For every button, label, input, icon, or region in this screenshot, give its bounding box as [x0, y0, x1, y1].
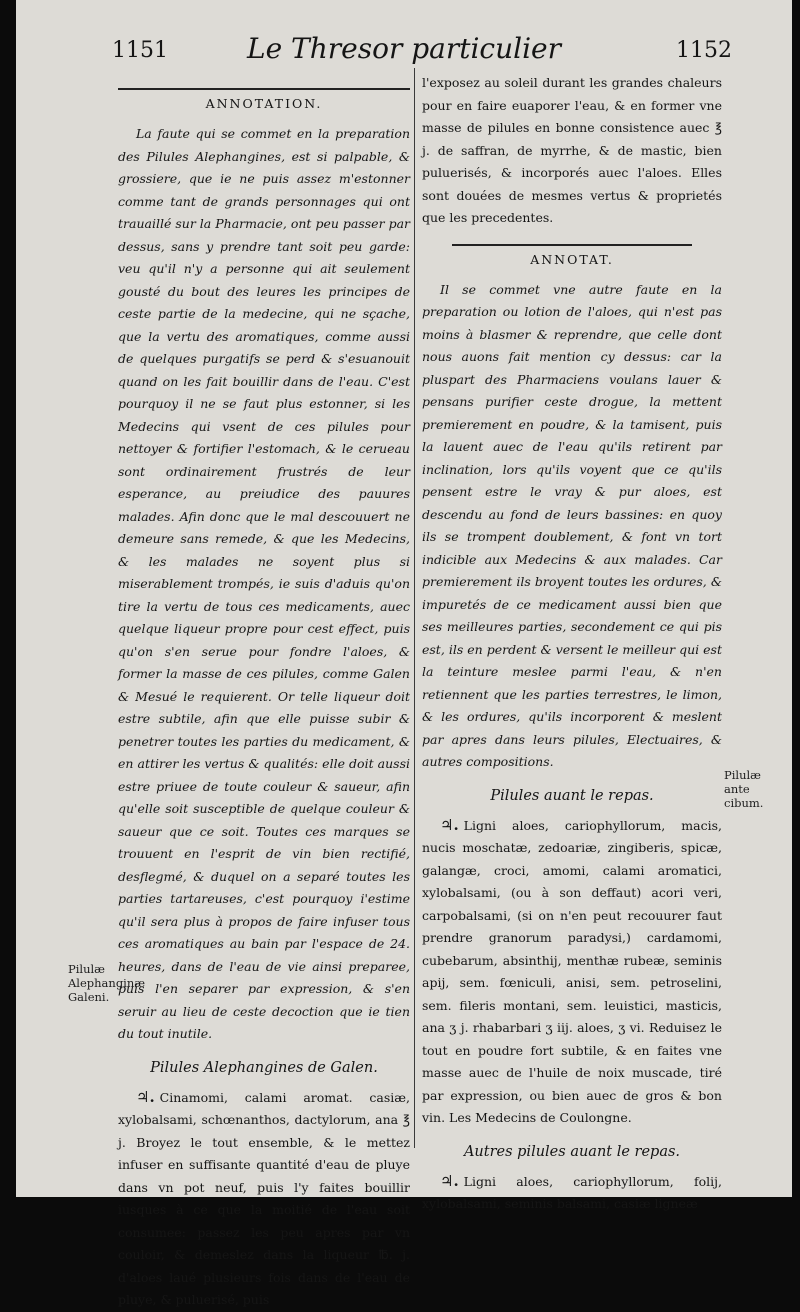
section-rule	[118, 88, 410, 90]
recipe-title-alephangines: Pilules Alephangines de Galen.	[150, 1059, 378, 1076]
right-column	[422, 72, 722, 1216]
recipe-avant-repas-text: Ligni aloes, cariophyllorum, macis, nucis moschatæ, zedoariæ, zingiberis, spicæ, galangæ, croci, amomi, calami aromatici, xylobalsami, (ou à son deffaut) acori veri, carpobalsami, (si on n'en peut recouurer faut prendre granorum paradysi,) cardamomi, cubebarum, absinthij, menthæ rubeæ, seminis apij, sem. fœniculi, anisi, sem. petroselini, sem. fileris montani, sem. leuistici, masticis, ana ʒ j. rhabarbari ʒ iij. aloes, ʒ vi. Reduisez le tout en poudre fort subtile, & en faites vne masse auec de l'huile de noix muscade, tiré par expression, ou bien auec de gros & bon vin. Les Medecins de Coulongne.	[422, 817, 722, 1125]
recipe-avant-repas	[422, 814, 722, 1130]
page-header	[16, 32, 792, 68]
recipe-autres-pilules	[422, 1170, 722, 1216]
margin-note-right: Pilulæ ante cibum.	[724, 768, 764, 810]
page-number-left: 1151	[112, 38, 168, 63]
recipe-symbol: ♃.	[440, 1171, 459, 1190]
margin-note-left: Pilulæ Alephanginæ Galeni.	[68, 962, 146, 1004]
recipe-autres-pilules-text: Ligni aloes, cariophyllorum, folij, xylobalsami, seminis balsami, casiæ ligneæ	[422, 1173, 722, 1211]
annotation-text: La faute qui se commet en la preparation des Pilules Alephangines, est si palpable, & grossiere, que ie ne puis assez m'estonner comme tant de grands personnages qui ont trauaillé sur la Pharmacie, ont peu passer par dessus, sans y prendre tant soit peu garde: veu qu'il n'y a personne qui ait seulement gousté du bout des leures les principes de ceste partie de la medecine, qui ne sçache, que la vertu des aromatiques, comme aussi de quelques purgatifs se perd & s'esuanouit quand on les fait bouillir dans de l'eau. C'est pourquoy il ne se faut plus estonner, si les Medecins qui vsent de ces pilules pour nettoyer & fortifier l'estomach, & le cerueau sont ordinairement frustrés de leur esperance, au preiudice des pauures malades. Afin donc que le mal descouuert ne demeure sans remede, & que les Medecins, & les malades ne soyent plus si miserablement trompés, ie suis d'aduis qu'on tire la vertu de tous ces medicaments, auec quelque liqueur propre pour cest effect, puis qu'on s'en serue pour fondre l'aloes, & former la masse de ces pilules, comme Galen & Mesué le requierent. Or telle liqueur doit estre subtile, afin que elle puisse subir & penetrer toutes les parties du medicament, & en attirer les vertus & qualités: elle doit aussi estre priuee de toute couleur & saueur, afin qu'elle soit susceptible de quelque couleur & saueur que ce soit. Toutes ces marques se trouuent en l'esprit de vin bien rectifié, desflegmé, & duquel on a separé toutes les parties tartareuses, c'est pourquoy i'estime qu'il sera plus à propos de faire infuser tous ces aromatiques au bain par l'espace de 24. heures, dans de l'eau de vie ainsi preparee, puis l'en separer par expression, & s'en seruir au lieu de ceste decoction que ie tien du tout inutile.	[118, 126, 410, 1041]
book-page	[16, 0, 792, 1307]
running-title: Le Thresor particulier	[246, 32, 562, 65]
continuation-text: l'exposez au soleil durant les grandes chaleurs pour en faire euaporer l'eau, & en former vne masse de pilules en bonne consistence auec ℥ j. de saffran, de myrrhe, & de mastic, bien puluerisés, & incorporés auec l'aloes. Elles sont douées de mesmes vertus & proprietés que les precedentes.	[422, 75, 722, 225]
recipe-title-avant-repas: Pilules auant le repas.	[490, 787, 654, 804]
recipe-title-autres-pilules: Autres pilules auant le repas.	[463, 1143, 681, 1160]
annotat-heading: ANNOTAT.	[530, 251, 614, 267]
annotation-heading: ANNOTATION.	[205, 96, 323, 111]
recipe-symbol: ♃.	[440, 815, 459, 834]
recipe-symbol: ♃.	[136, 1087, 155, 1106]
section-rule	[452, 244, 692, 246]
left-column	[118, 72, 410, 1312]
page-number-right: 1152	[676, 38, 732, 63]
recipe-alephangines-text: Cinamomi, calami aromat. casiæ, xylobalsami, schœnanthos, dactylorum, ana ℥ j. Broyez le tout ensemble, & le mettez infuser en suffisante quantité d'eau de pluye dans vn pot neuf, puis l'y faites bouillir iusques à ce que la moitié de l'eau soit consumee: passez les peu apres par vn couloir, & demeslez dans la liqueur ℔. j. d'aloes laué plusieurs fois dans de l'eau de pluye, & puluerisé, puis	[118, 1089, 410, 1307]
column-divider	[414, 68, 415, 1148]
annotat-text: Il se commet vne autre faute en la preparation ou lotion de l'aloes, qui n'est pas moins à blasmer & reprendre, que celle dont nous auons fait mention cy dessus: car la pluspart des Pharmaciens voulans lauer & pensans purifier ceste drogue, la mettent premierement en poudre, & la tamisent, puis la lauent auec de l'eau qu'ils retirent par inclination, lors qu'ils voyent que ce qu'ils pensent estre le vray & pur aloes, est descendu au fond de leurs bassines: en quoy ils se trompent doublement, & font vn tort indicible aux Medecins & aux malades. Car premierement ils broyent toutes les ordures, & impuretés de ce medicament aussi bien que ses meilleures parties, secondement ce qui pis est, ils en perdent & versent le meilleur qui est la teinture meslee parmi l'eau, & n'en retiennent que les parties terrestres, le limon, & les ordures, qu'ils incorporent & meslent par apres dans leurs pilules, Electuaires, & autres compositions.	[422, 281, 722, 769]
recipe-alephangines	[118, 1086, 410, 1312]
